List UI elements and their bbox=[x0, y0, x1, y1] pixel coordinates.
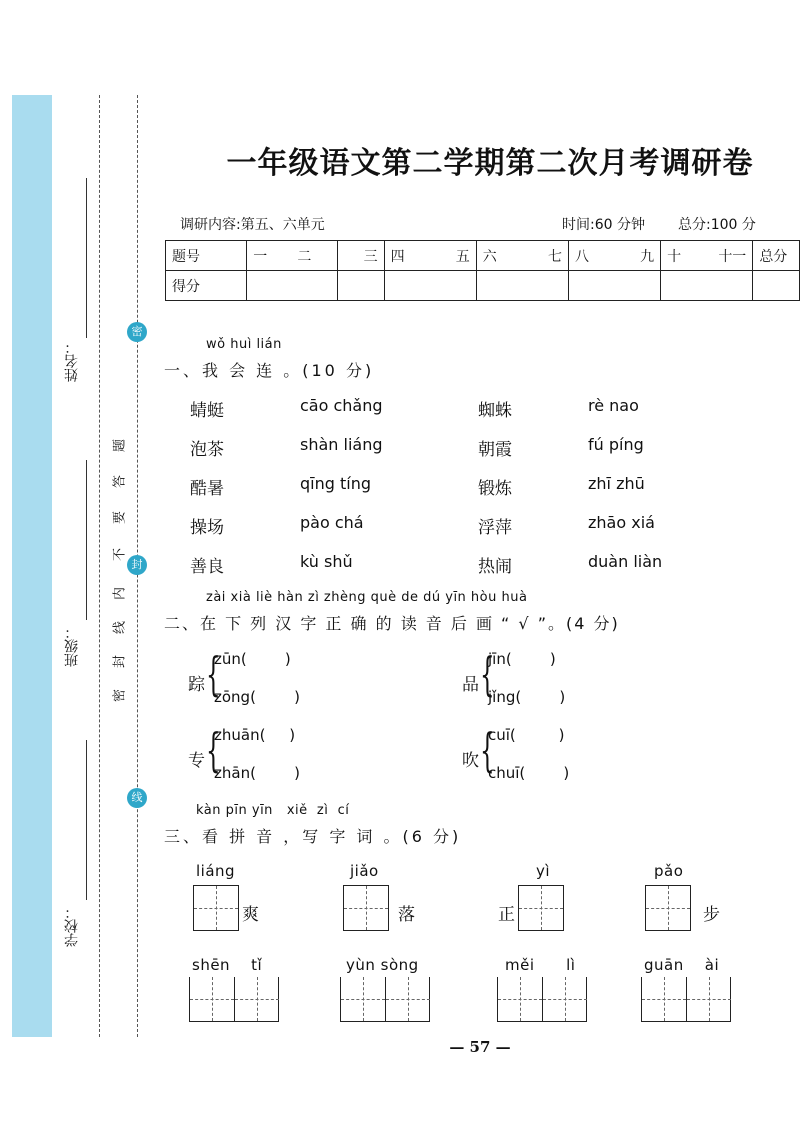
q1-left-pinyin: qīng tíng bbox=[300, 474, 371, 493]
score-header-cell: 二 bbox=[291, 241, 337, 271]
q1-right-word: 锻炼 bbox=[478, 479, 512, 499]
page-number: — 57 — bbox=[449, 1038, 511, 1056]
q2-char: 专 bbox=[188, 751, 205, 771]
score-header-cell: 一 bbox=[247, 241, 292, 271]
brace-icon: { bbox=[480, 647, 495, 701]
q1-right-word: 浮萍 bbox=[478, 518, 512, 538]
writing-box-double[interactable] bbox=[641, 977, 731, 1022]
q3-single-pinyin: liáng bbox=[196, 862, 236, 880]
writing-cell[interactable] bbox=[498, 977, 542, 1021]
seal-warning-char: 答 bbox=[112, 475, 128, 489]
brace-icon: { bbox=[206, 723, 221, 777]
q1-right-word: 热闹 bbox=[478, 557, 512, 577]
q1-pinyin: wǒ huì lián bbox=[206, 337, 282, 352]
binding-strip bbox=[12, 95, 52, 1037]
q3-double-pinyin: guān ài bbox=[644, 956, 720, 974]
q2-option[interactable]: chuī( ) bbox=[488, 764, 570, 782]
seal-warning-char: 不 bbox=[112, 548, 128, 562]
q3-given-char: 步 bbox=[703, 905, 720, 925]
q2-char: 品 bbox=[462, 675, 479, 695]
q1-left-word: 酷暑 bbox=[190, 479, 224, 499]
q1-right-pinyin: duàn liàn bbox=[588, 552, 663, 571]
writing-box-double[interactable] bbox=[189, 977, 279, 1022]
writing-cell[interactable] bbox=[686, 977, 731, 1021]
writing-box-double[interactable] bbox=[497, 977, 587, 1022]
q3-double-pinyin: yùn sòng bbox=[346, 956, 419, 974]
score-header-row bbox=[166, 241, 800, 271]
q1-right-pinyin: fú píng bbox=[588, 435, 644, 454]
q1-right-pinyin: zhāo xiá bbox=[588, 513, 655, 532]
q1-left-pinyin: cāo chǎng bbox=[300, 396, 383, 415]
q2-pinyin: zài xià liè hàn zì zhèng què de dú yīn hòu huà bbox=[206, 590, 528, 605]
score-table bbox=[165, 240, 800, 301]
seal-warning-char: 封 bbox=[112, 655, 128, 669]
score-cell[interactable] bbox=[661, 271, 753, 301]
q1-left-word: 泡茶 bbox=[190, 440, 224, 460]
writing-box[interactable] bbox=[645, 885, 691, 931]
score-cell[interactable] bbox=[476, 271, 568, 301]
score-header-cell: 八 bbox=[568, 241, 614, 271]
q1-left-pinyin: shàn liáng bbox=[300, 435, 383, 454]
score-header-cell: 五 bbox=[430, 241, 476, 271]
exam-title: 一年级语文第二学期第二次月考调研卷 bbox=[226, 146, 754, 181]
q2-option[interactable]: zhān( ) bbox=[214, 764, 300, 782]
q3-single-pinyin: pǎo bbox=[654, 862, 684, 880]
writing-box[interactable] bbox=[518, 885, 564, 931]
writing-box[interactable] bbox=[343, 885, 389, 931]
q2-option[interactable]: jǐng( ) bbox=[488, 688, 566, 706]
seal-circle-xian: 线 bbox=[127, 788, 147, 808]
name-blank bbox=[86, 178, 87, 338]
score-cell[interactable] bbox=[247, 271, 338, 301]
q2-char: 踪 bbox=[188, 675, 205, 695]
score-header-cell: 六 bbox=[476, 241, 522, 271]
q1-left-word: 善良 bbox=[190, 557, 224, 577]
seal-circle-mi: 密 bbox=[127, 322, 147, 342]
brace-icon: { bbox=[480, 723, 495, 777]
score-header-cell: 三 bbox=[337, 241, 384, 271]
q2-option[interactable]: zhuān( ) bbox=[214, 726, 296, 744]
seal-warning-char: 内 bbox=[112, 587, 128, 601]
score-header-cell: 九 bbox=[615, 241, 661, 271]
writing-cell[interactable] bbox=[190, 977, 234, 1021]
q2-option[interactable]: zōng( ) bbox=[214, 688, 300, 706]
q3-given-char: 爽 bbox=[242, 905, 259, 925]
score-cell[interactable] bbox=[753, 271, 800, 301]
q3-given-char: 落 bbox=[398, 905, 415, 925]
q1-title: 一、我 会 连 。(10 分) bbox=[164, 361, 375, 380]
writing-box[interactable] bbox=[193, 885, 239, 931]
q3-single-pinyin: jiǎo bbox=[350, 862, 379, 880]
q2-option[interactable]: cuī( ) bbox=[488, 726, 565, 744]
seal-circle-feng: 封 bbox=[127, 555, 147, 575]
q3-single-pinyin: yì bbox=[536, 862, 551, 880]
q1-right-word: 朝霞 bbox=[478, 440, 512, 460]
q1-right-pinyin: rè nao bbox=[588, 396, 639, 415]
q1-right-word: 蜘蛛 bbox=[478, 401, 512, 421]
seal-warning-char: 要 bbox=[112, 511, 128, 525]
score-cell[interactable] bbox=[337, 271, 384, 301]
q3-title: 三、看 拼 音 ，写 字 词 。(6 分) bbox=[164, 827, 462, 846]
name-label: 姓名： bbox=[64, 340, 80, 382]
writing-cell[interactable] bbox=[542, 977, 587, 1021]
seal-warning-char: 密 bbox=[112, 689, 128, 703]
q2-option[interactable]: zūn( ) bbox=[214, 650, 291, 668]
q2-title: 二、在 下 列 汉 字 正 确 的 读 音 后 画 “ √ ”。(4 分) bbox=[164, 614, 620, 633]
score-header-cell: 十 bbox=[661, 241, 707, 271]
exam-time: 时间:60 分钟 bbox=[562, 217, 645, 233]
writing-cell[interactable] bbox=[385, 977, 430, 1021]
q1-left-word: 蜻蜓 bbox=[190, 401, 224, 421]
writing-box-double[interactable] bbox=[340, 977, 430, 1022]
seal-warning-char: 线 bbox=[112, 621, 128, 635]
brace-icon: { bbox=[206, 647, 221, 701]
class-blank bbox=[86, 460, 87, 620]
writing-cell[interactable] bbox=[642, 977, 686, 1021]
q1-left-word: 操场 bbox=[190, 518, 224, 538]
score-header-cell: 十一 bbox=[707, 241, 753, 271]
q1-left-pinyin: pào chá bbox=[300, 513, 364, 532]
q1-right-pinyin: zhī zhū bbox=[588, 474, 645, 493]
score-cell[interactable] bbox=[568, 271, 660, 301]
score-header-cell: 七 bbox=[522, 241, 568, 271]
score-header-cell: 题号 bbox=[166, 241, 247, 271]
q1-left-pinyin: kù shǔ bbox=[300, 552, 353, 571]
q3-double-pinyin: shēn tǐ bbox=[192, 956, 263, 974]
exam-content: 调研内容:第五、六单元 bbox=[180, 217, 325, 233]
q3-given-char: 正 bbox=[498, 905, 515, 925]
q3-pinyin: kàn pīn yīn xiě zì cí bbox=[196, 803, 350, 818]
class-label: 班级： bbox=[64, 625, 80, 667]
cut-line-left bbox=[99, 95, 100, 1037]
score-header-cell: 四 bbox=[384, 241, 430, 271]
score-header-cell: 总分 bbox=[753, 241, 800, 271]
score-row bbox=[166, 271, 800, 301]
school-blank bbox=[86, 740, 87, 900]
writing-cell[interactable] bbox=[341, 977, 385, 1021]
exam-total: 总分:100 分 bbox=[678, 217, 756, 233]
score-cell[interactable] bbox=[384, 271, 476, 301]
seal-warning-char: 题 bbox=[112, 439, 128, 453]
q3-double-pinyin: měi lì bbox=[505, 956, 576, 974]
writing-cell[interactable] bbox=[234, 977, 279, 1021]
school-label: 学校： bbox=[64, 905, 80, 947]
q2-char: 吹 bbox=[462, 751, 479, 771]
score-row-label: 得分 bbox=[166, 271, 247, 301]
q2-option[interactable]: jīn( ) bbox=[488, 650, 556, 668]
